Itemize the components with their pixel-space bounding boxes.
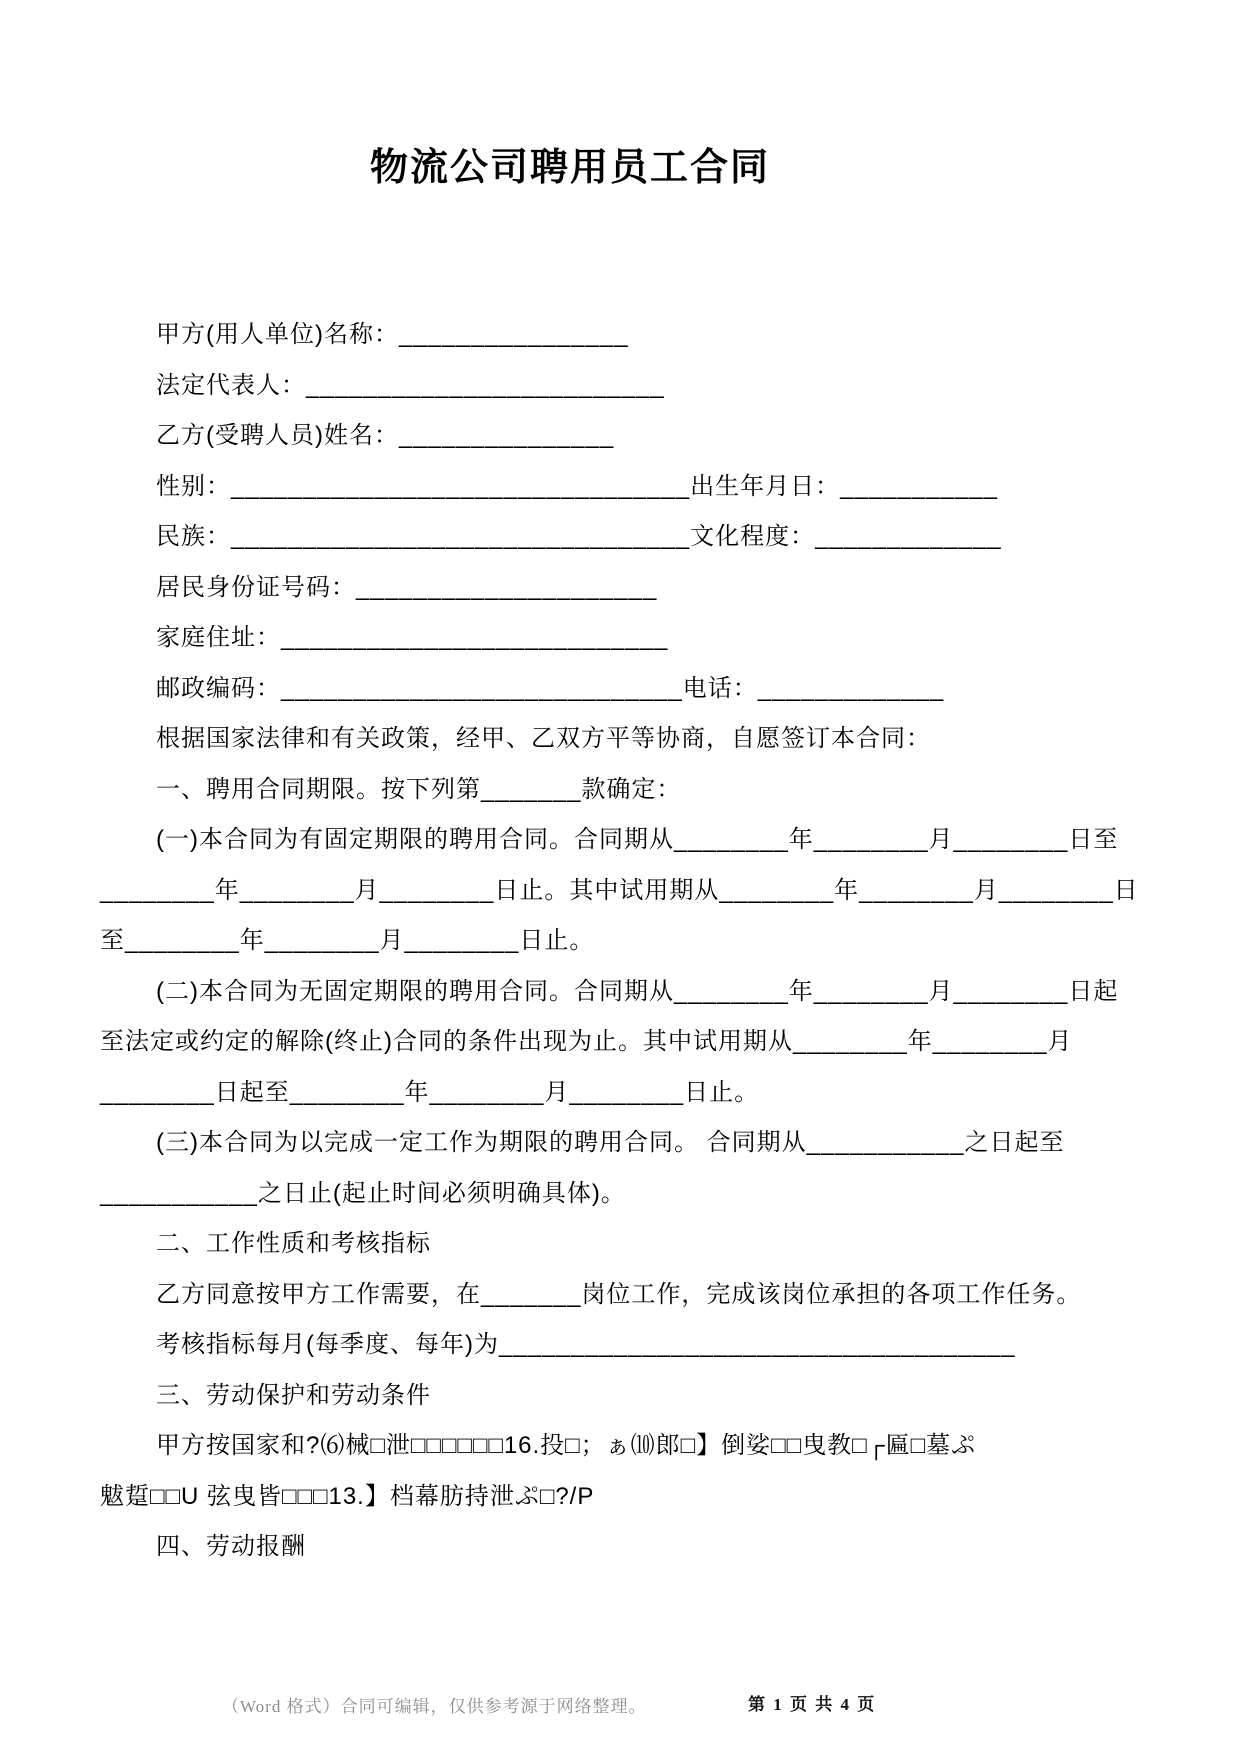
clause-3-garbled-line-1: 甲方按国家和?⑹械□泄□□□□□□16.投□；ぁ⑽郎□】倒娑□□曳教□┌匾□墓ぷ <box>156 1432 977 1459</box>
field-id-number: 居民身份证号码：_____________________ <box>156 573 658 601</box>
intro-clause: 根据国家法律和有关政策，经甲、乙双方平等协商，自愿签订本合同： <box>156 725 931 752</box>
clause-1-item-1-line-1: (一)本合同为有固定期限的聘用合同。合同期从________年________月________日至 <box>156 826 1119 853</box>
clause-1-item-1-line-3: 至________年________月________日止。 <box>100 927 595 954</box>
clause-2-line-1: 乙方同意按甲方工作需要，在_______岗位工作，完成该岗位承担的各项工作任务。 <box>156 1280 1082 1308</box>
clause-3-heading: 三、劳动保护和劳动条件 <box>156 1381 431 1409</box>
clause-1-item-3-line-2: ___________之日止(起止时间必须明确具体)。 <box>100 1179 626 1207</box>
clause-1-item-2-line-3: ________日起至________年________月________日止。 <box>100 1078 760 1106</box>
clause-1-item-3-line-1: (三)本合同为以完成一定工作为期限的聘用合同。 合同期从___________之日起至 <box>156 1129 1065 1156</box>
field-ethnicity-education: 民族：________________________________文化程度：_____________ <box>156 523 1002 550</box>
clause-1-heading: 一、聘用合同期限。按下列第_______款确定： <box>156 775 682 803</box>
clause-2-heading: 二、工作性质和考核指标 <box>156 1230 431 1257</box>
field-party-a-name: 甲方(用人单位)名称：________________ <box>156 321 629 348</box>
clause-4-heading: 四、劳动报酬 <box>156 1533 306 1560</box>
field-party-b-name: 乙方(受聘人员)姓名：_______________ <box>156 422 615 449</box>
clause-2-line-2: 考核指标每月(每季度、每年)为____________________________________ <box>156 1331 1016 1358</box>
field-postcode-phone: 邮政编码：____________________________电话：_____________ <box>156 674 945 702</box>
clause-1-item-2-line-2: 至法定或约定的解除(终止)合同的条件出现为止。其中试用期从________年________月 <box>100 1028 1073 1055</box>
page-number: 第 1 页 共 4 页 <box>748 1695 877 1714</box>
field-gender-birthdate: 性别：________________________________出生年月日：___________ <box>156 472 998 500</box>
clause-1-item-1-line-2: ________年________月________日止。其中试用期从________年________月________日 <box>100 876 1139 904</box>
page-title: 物流公司聘用员工合同 <box>369 147 770 189</box>
contract-body <box>100 310 1146 1573</box>
field-home-address: 家庭住址：___________________________ <box>156 624 669 651</box>
field-legal-representative: 法定代表人：_________________________ <box>156 371 665 399</box>
footer-note: （Word 格式）合同可编辑，仅供参考源于网络整理。 <box>222 1697 647 1716</box>
clause-1-item-2-line-1: (二)本合同为无固定期限的聘用合同。合同期从________年________月________日起 <box>156 977 1119 1005</box>
clause-3-garbled-line-2: 魃踅□□U 弦曳皆□□□13.】档幕肪持泄ぷ□?/P <box>100 1482 595 1510</box>
